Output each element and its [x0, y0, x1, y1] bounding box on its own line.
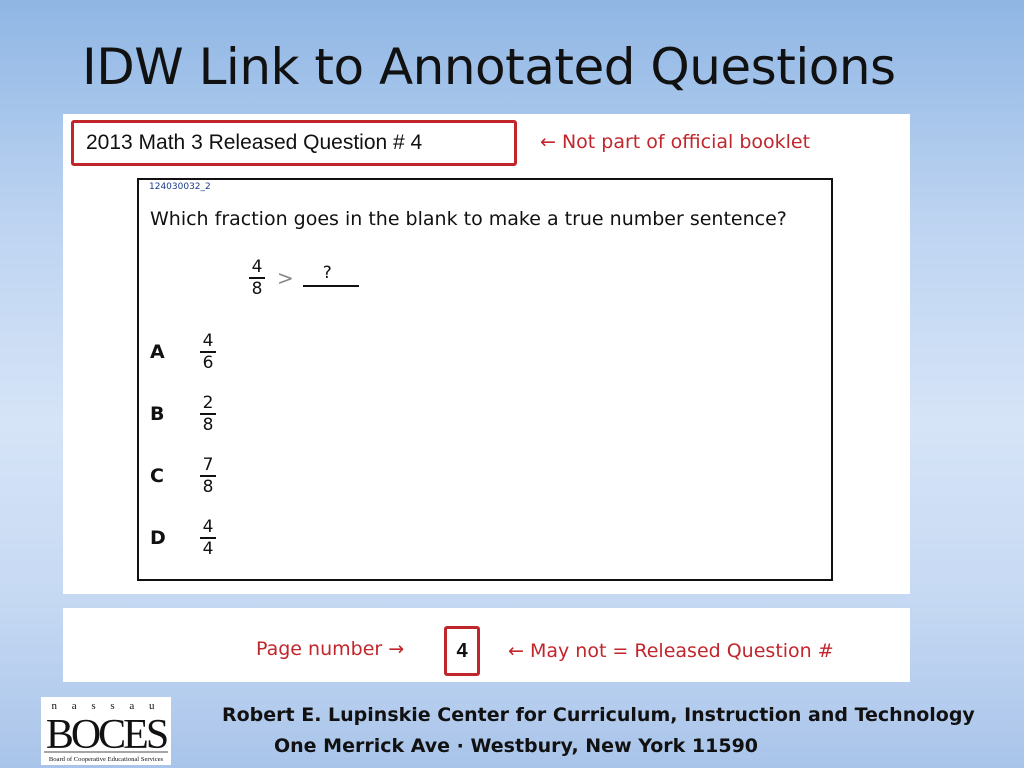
- page-number: 4: [456, 639, 468, 662]
- blank-line: [303, 285, 359, 287]
- stem-fraction: [249, 258, 265, 298]
- logo-nassau-text: n a s s a u: [51, 700, 161, 712]
- option-letter: C: [150, 464, 164, 487]
- option-denominator: 8: [202, 414, 214, 435]
- option-numerator: 4: [202, 331, 214, 351]
- stem-denominator: 8: [251, 278, 263, 299]
- footer-center-name: Robert E. Lupinskie Center for Curriculum, Instruction and Technology: [222, 704, 975, 726]
- released-question-label-box: [71, 120, 517, 166]
- option-fraction: [200, 456, 216, 496]
- not-official-note: ← Not part of official booklet: [540, 131, 811, 153]
- page-number-panel: [63, 608, 910, 682]
- option-letter: D: [150, 526, 166, 549]
- blank-question-mark: ?: [322, 262, 332, 283]
- option-fraction: [200, 332, 216, 372]
- number-sentence: [249, 258, 359, 298]
- boces-logo: [41, 697, 171, 765]
- stem-numerator: 4: [251, 257, 263, 277]
- option-numerator: 2: [202, 393, 214, 413]
- answer-blank: [303, 263, 359, 293]
- released-question-label: 2013 Math 3 Released Question # 4: [86, 131, 423, 154]
- svg-text:BOCES: BOCES: [45, 712, 167, 758]
- logo-subtitle: Board of Cooperative Educational Services: [48, 756, 164, 763]
- option-numerator: 4: [202, 517, 214, 537]
- option-numerator: 7: [202, 455, 214, 475]
- question-card: [137, 178, 833, 581]
- option-letter: B: [150, 402, 165, 425]
- boces-logo-mark: [41, 697, 171, 765]
- option-denominator: 8: [202, 476, 214, 497]
- question-screenshot-panel: [63, 114, 910, 594]
- option-a[interactable]: [150, 332, 216, 372]
- option-fraction: [200, 394, 216, 434]
- greater-than-sign: >: [277, 265, 294, 290]
- page-number-box: [444, 626, 480, 676]
- question-prompt: Which fraction goes in the blank to make a true number sentence?: [150, 208, 787, 230]
- option-fraction: [200, 518, 216, 558]
- item-id: 124030032_2: [149, 182, 211, 192]
- option-denominator: 4: [202, 538, 214, 559]
- page-number-label: Page number →: [256, 638, 405, 660]
- option-d[interactable]: [150, 518, 216, 558]
- option-denominator: 6: [202, 352, 214, 373]
- page-number-note: ← May not = Released Question #: [508, 640, 834, 662]
- footer-address: One Merrick Ave · Westbury, New York 11590: [274, 735, 759, 757]
- slide-title: IDW Link to Annotated Questions: [82, 38, 896, 96]
- option-letter: A: [150, 340, 165, 363]
- option-c[interactable]: [150, 456, 216, 496]
- option-b[interactable]: [150, 394, 216, 434]
